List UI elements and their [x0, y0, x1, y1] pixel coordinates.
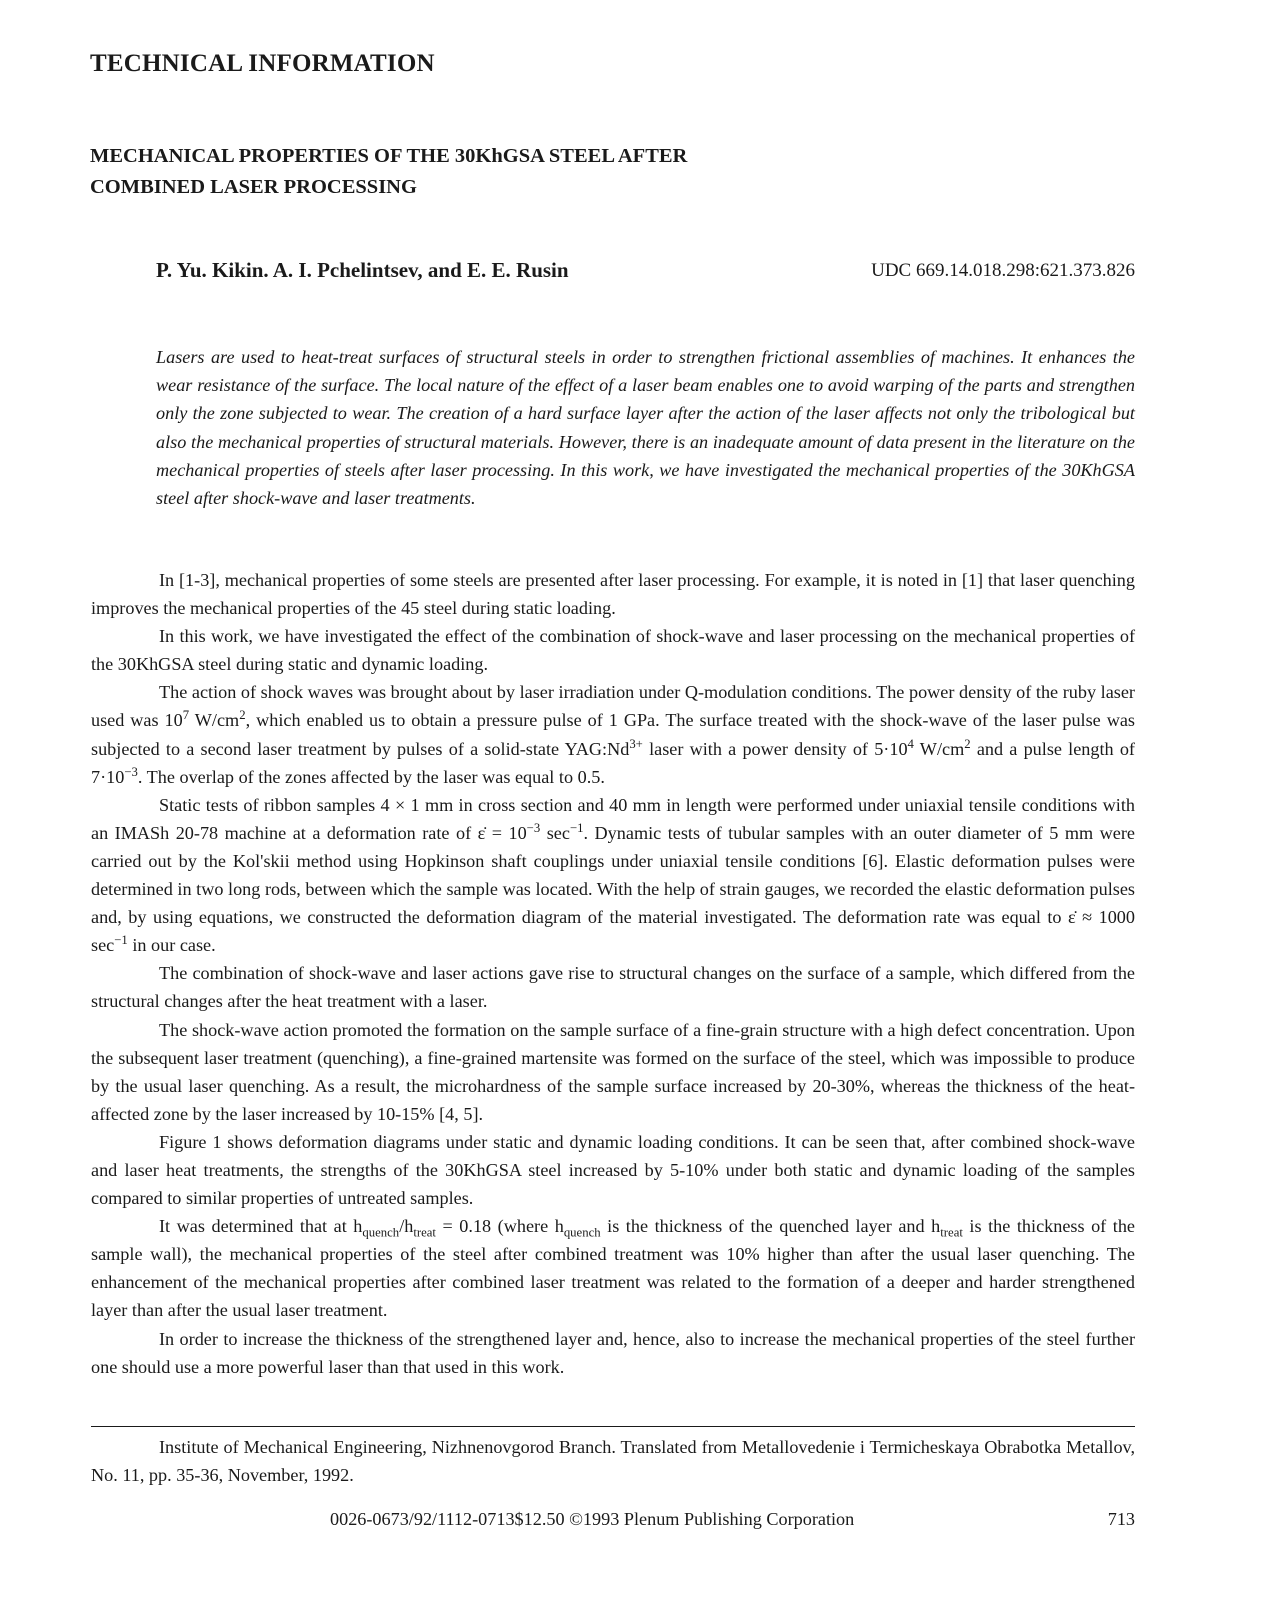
footnote-divider	[91, 1426, 1135, 1427]
section-heading: TECHNICAL INFORMATION	[90, 50, 435, 77]
article-title-line-1: MECHANICAL PROPERTIES OF THE 30KhGSA STEEL AFTER	[90, 145, 688, 167]
footer-publication-code: 0026-0673/92/1112-0713$12.50 ©1993 Plenum Publishing Corporation	[330, 1509, 855, 1529]
body-text	[91, 566, 1135, 1381]
authors: P. Yu. Kikin. A. I. Pchelintsev, and E. E. Rusin	[156, 258, 569, 282]
udc-code: UDC 669.14.018.298:621.373.826	[871, 260, 1135, 281]
paragraph-2: In this work, we have investigated the effect of the combination of shock-wave and laser processing on the mechanical properties of the 30KhGSA steel during static and dynamic loading.	[91, 626, 1135, 675]
paragraph-1: In [1-3], mechanical properties of some steels are presented after laser processing. For example, it is noted in [1] that laser quenching improves the mechanical properties of the 45 steel during static loading.	[91, 570, 1135, 619]
page-number: 713	[1107, 1509, 1135, 1529]
abstract: Lasers are used to heat-treat surfaces of structural steels in order to strengthen frictional assemblies of machines. It enhances the wear resistance of the surface. The local nature of the effect of a laser beam enables one to avoid warping of the parts and strengthen only the zone subjected to wear. The creation of a hard surface layer after the action of the laser affects not only the tribological but also the mechanical properties of structural materials. However, there is an inadequate amount of data present in the literature on the mechanical properties of steels after laser processing. In this work, we have investigated the mechanical properties of the 30KhGSA steel after shock-wave and laser treatments.	[156, 347, 1135, 509]
paragraph-3: The action of shock waves was brought about by laser irradiation under Q-modulation conditions. The power density of the ruby laser used was $10^7$ $W/cm^2$, which enabled us to obtain a pressure pulse of 1 GPa. The surface treated with the shock-wave of the laser pulse was subjected to a second laser treatment by pulses of a solid-state $YAG:Nd^{3+}$ laser with a power density of $5\cdot 10^4$ $W/cm^2$ and a pulse length of $7\cdot 10^{-3}$. The overlap of the zones affected by the laser was equal to 0.5.	[91, 682, 1135, 787]
footnote: Institute of Mechanical Engineering, Nizhnenovgorod Branch. Translated from Metallovedenie i Termicheskaya Obrabotka Metallov, No. 11, pp. 35-36, November, 1992.	[91, 1437, 1135, 1485]
article-title-line-2: COMBINED LASER PROCESSING	[90, 176, 417, 198]
paragraph-5: The combination of shock-wave and laser actions gave rise to structural changes on the surface of a sample, which differed from the structural changes after the heat treatment with a laser.	[91, 963, 1135, 1012]
paragraph-9: In order to increase the thickness of the strengthened layer and, hence, also to increase the mechanical properties of the steel further one should use a more powerful laser than that used in this work.	[91, 1328, 1135, 1377]
article-title	[90, 141, 990, 203]
paragraph-8: It was determined that at $h_{quench}/h_{treat} = 0.18$ (where $h_{quench}$ is the thickness of the quenched layer and $h_{treat}$ is the thickness of the sample wall), the mechanical properties of the steel after combined treatment was 10% higher than after the usual laser quenching. The enhancement of the mechanical properties after combined laser treatment was related to the formation of a deeper and harder strengthened layer than after the usual laser treatment.	[91, 1216, 1136, 1321]
paragraph-4: Static tests of ribbon samples 4 × 1 mm in cross section and 40 mm in length were performed under uniaxial tensile conditions with an IMASh 20-78 machine at a deformation rate of ε̇ = $10^{-3}$ $\sec^{-1}$. Dynamic tests of tubular samples with an outer diameter of 5 mm were carried out by the Kol'skii method using Hopkinson shaft couplings under uniaxial tensile conditions [6]. Elastic deformation pulses were determined in two long rods, between which the sample was located. With the help of strain gauges, we recorded the elastic deformation pulses and, by using equations, we constructed the deformation diagram of the material investigated. The deformation rate was equal to ε̇ ≈ 1000 $\sec^{-1}$ in our case.	[91, 794, 1135, 956]
paragraph-6: The shock-wave action promoted the formation on the sample surface of a fine-grain structure with a high defect concentration. Upon the subsequent laser treatment (quenching), a fine-grained martensite was formed on the surface of the steel, which was impossible to produce by the usual laser quenching. As a result, the microhardness of the sample surface increased by 20-30%, whereas the thickness of the heat-affected zone by the laser increased by 10-15% [4, 5].	[91, 1019, 1135, 1124]
paragraph-7: Figure 1 shows deformation diagrams under static and dynamic loading conditions. It can be seen that, after combined shock-wave and laser heat treatments, the strengths of the 30KhGSA steel increased by 5-10% under both static and dynamic loading of the samples compared to similar properties of untreated samples.	[91, 1131, 1135, 1209]
